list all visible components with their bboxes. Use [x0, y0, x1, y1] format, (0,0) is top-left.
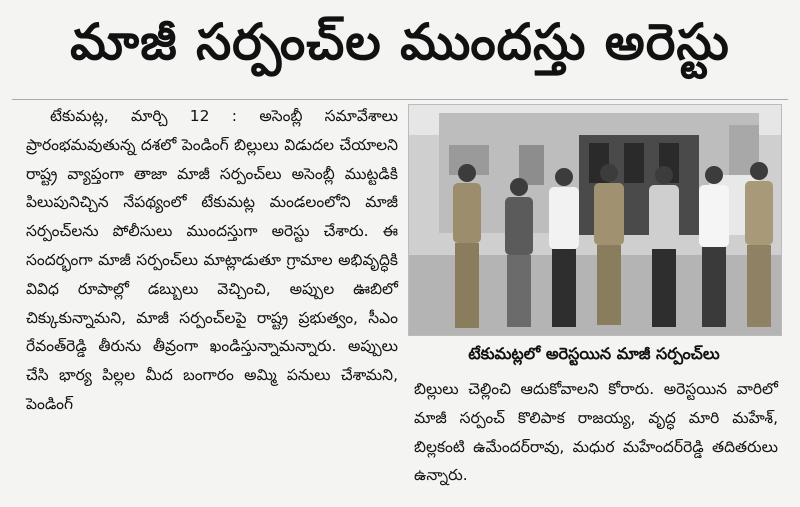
photo-caption: టేకుమట్లలో అరెస్టయిన మాజీ సర్పంచ్‌లు	[468, 343, 720, 363]
news-photo	[408, 104, 782, 336]
headline: మాజీ సర్పంచ్‌ల ముందస్తు అరెస్టు	[70, 12, 730, 71]
article-body-right: బిల్లులు చెల్లించి ఆదుకోవాలని కోరారు. అరెస్టయిన వారిలో మాజీ సర్పంచ్ కొలిపాక రాజయ్య, వృద్ధ మారి మహేశ్, బిల్లకంటి ఉమేందర్‌రావు, మధుర మహేందర్‌రెడ్డి తదితరులు ఉన్నారు.	[414, 380, 778, 485]
article-column-left	[26, 102, 398, 419]
dateline: టేకుమట్ల, మార్చి 12 :	[50, 107, 238, 125]
headline-divider	[12, 99, 788, 100]
article-body-left: అసెంబ్లీ సమావేశాలు ప్రారంభమవుతున్న దశలో పెండింగ్ బిల్లులు విడుదల చేయాలని రాష్ట్ర వ్యాప్తంగా తాజా మాజీ సర్పంచ్‌లు అసెంబ్లీ ముట్టడికి పిలుపునిచ్చిన నేపథ్యంలో టేకుమట్ల మండలంలోని మాజీ సర్పంచ్‌లను పోలీసులు ముందస్తుగా అరెస్టు చేశారు. ఈ సందర్భంగా మాజీ సర్పంచ్‌లు మాట్లాడుతూ గ్రామాల అభివృద్ధికి వివిధ రూపాల్లో డబ్బులు వెచ్చించి, అప్పుల ఊబిలో చిక్కుకున్నామని, మాజీ సర్పంచ్‌లపై రాష్ట్ర ప్రభుత్వం, సీఎం రేవంత్‌రెడ్డి తీరును తీవ్రంగా ఖండిస్తున్నామన్నారు. అప్పులు చేసి భార్య పిల్లల మీద బంగారం అమ్మి పనులు చేశామని, పెండింగ్	[26, 107, 398, 413]
news-photo-illustration	[409, 105, 781, 335]
article-paragraph-1	[26, 102, 398, 419]
article-column-right	[414, 375, 778, 490]
